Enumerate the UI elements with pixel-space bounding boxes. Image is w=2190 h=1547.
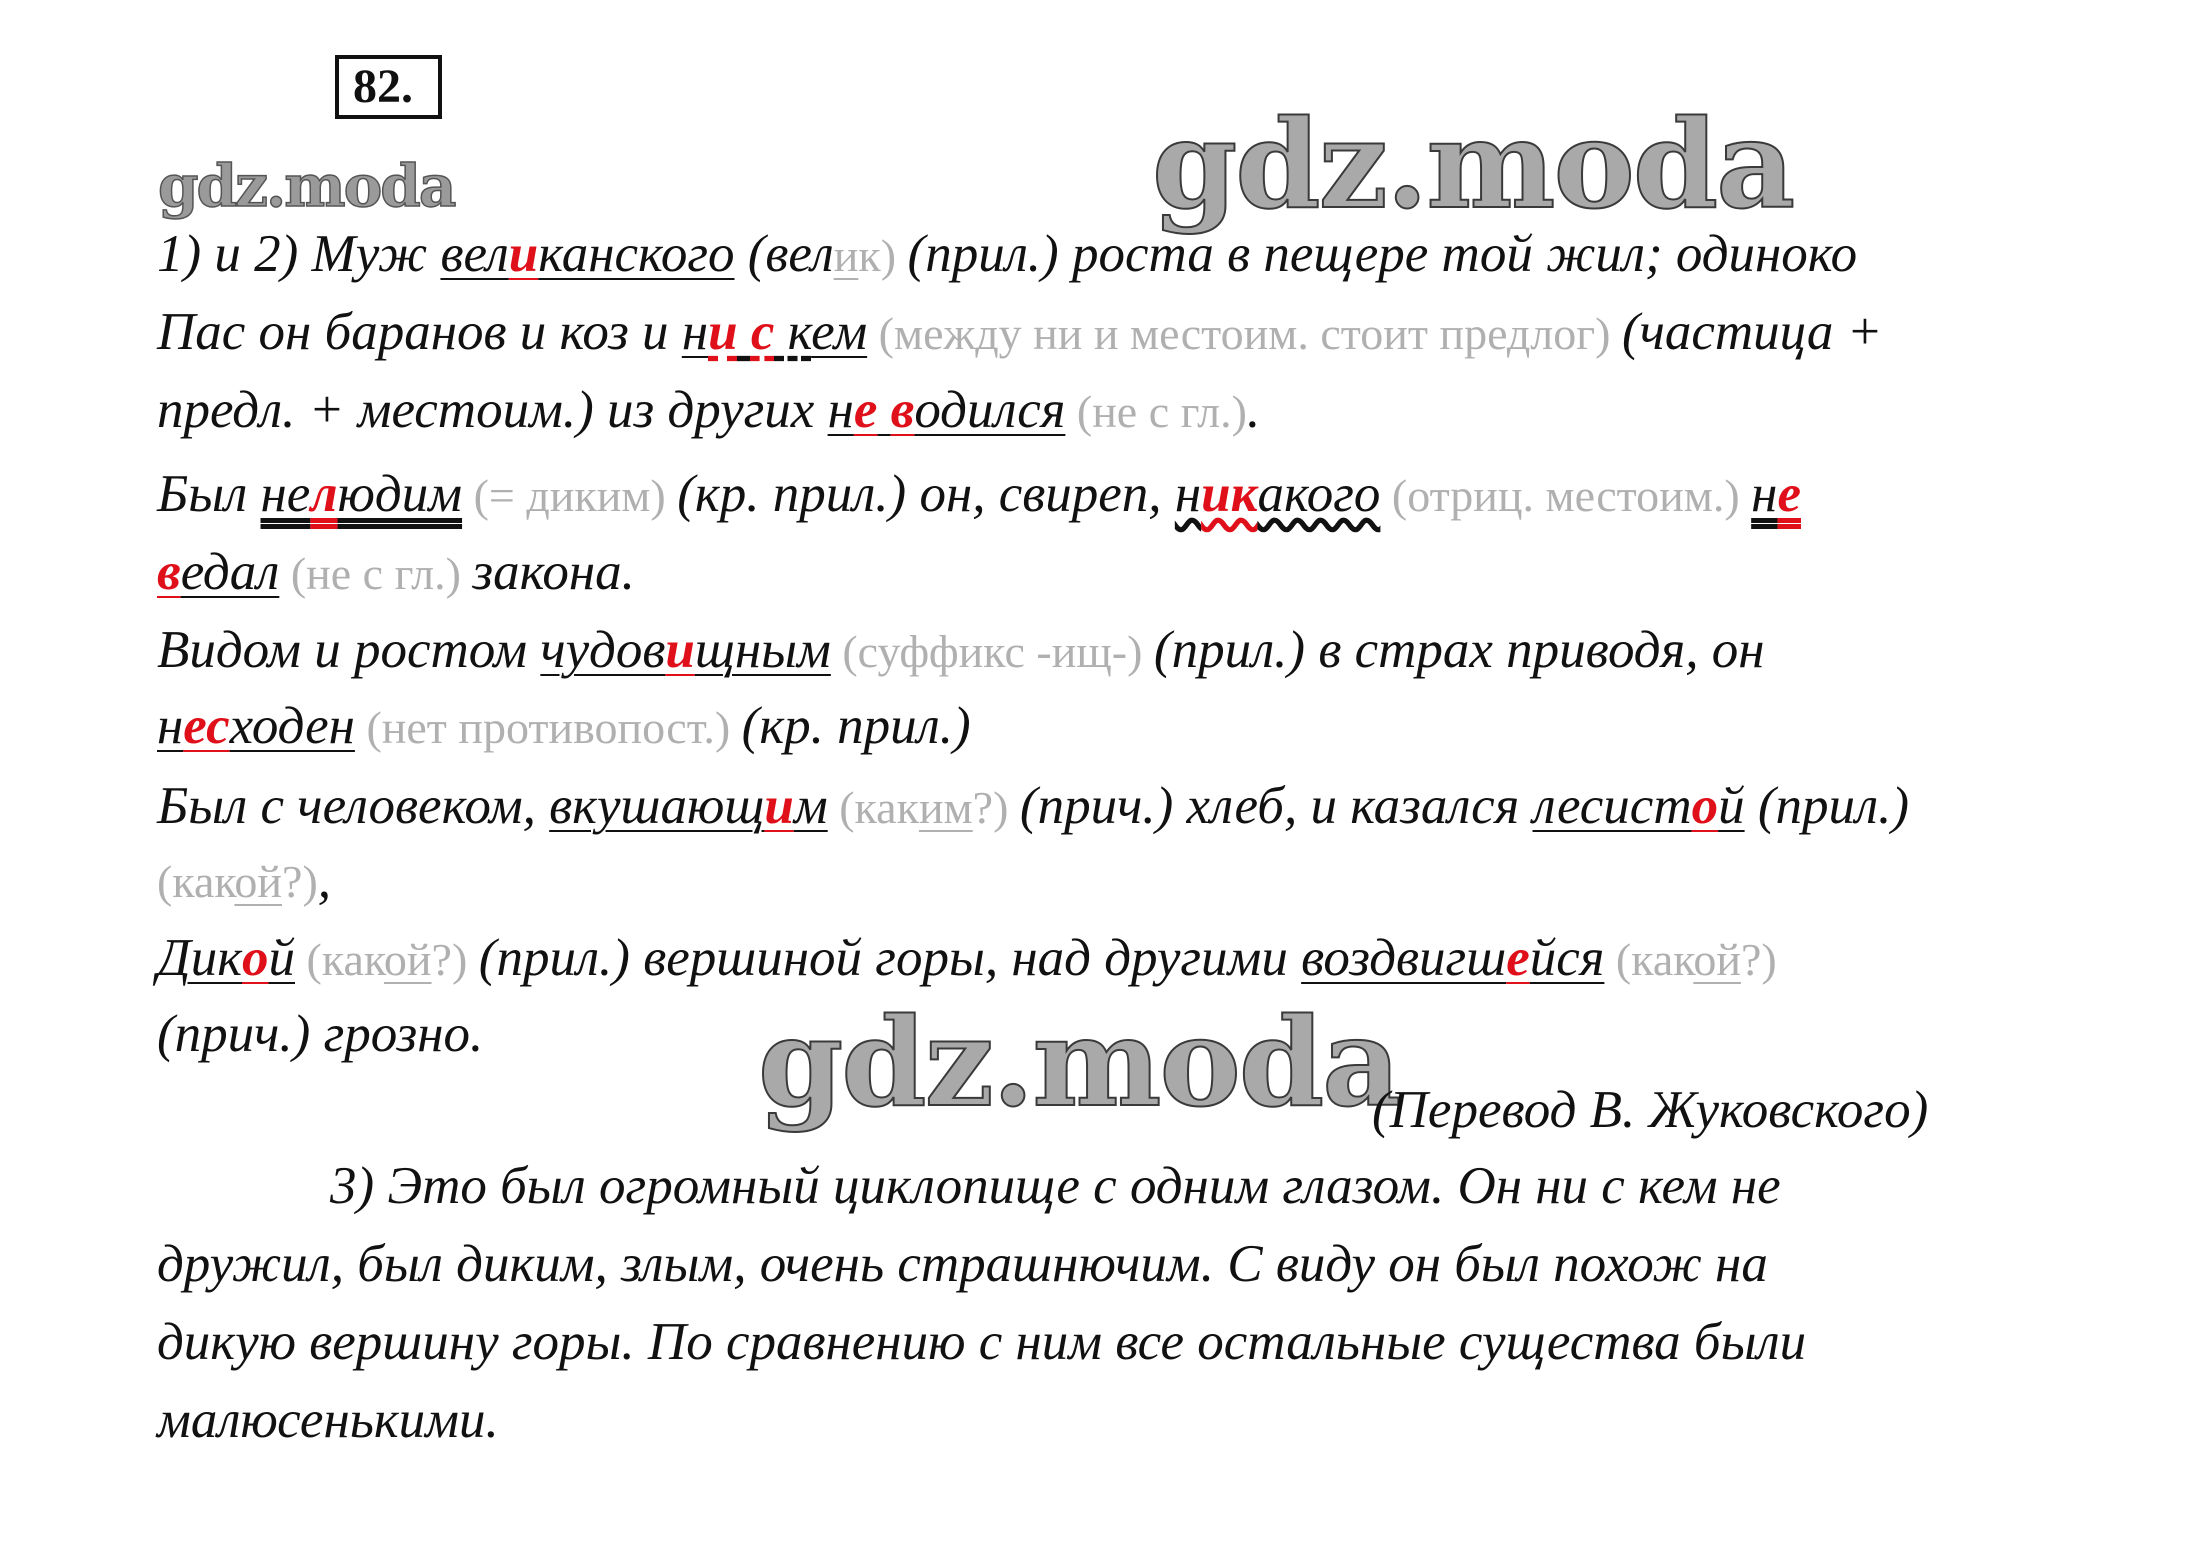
text-segment: Пас он баранов и коз и	[157, 303, 682, 361]
text-segment: н	[1174, 465, 1202, 523]
text-line	[157, 618, 1765, 684]
text-segment: (кр. прил.) он, свиреп,	[677, 465, 1175, 523]
watermark-logo-small: gdz.moda	[158, 152, 455, 220]
text-segment: е	[853, 381, 878, 439]
text-segment: в	[890, 381, 915, 439]
text-segment: к	[774, 303, 812, 361]
grey-annotation: (как	[295, 934, 384, 985]
text-segment: и	[764, 777, 794, 835]
text-line	[157, 540, 635, 606]
text-segment: (прил.) в страх приводя, он	[1153, 621, 1765, 679]
text-segment: ем	[811, 303, 868, 361]
text-segment: не	[260, 465, 311, 523]
text-line	[157, 694, 971, 760]
grey-annotation: (отриц. местоим.)	[1380, 470, 1752, 521]
grey-annotation: ?)	[1740, 934, 1777, 985]
grey-annotation: ?)	[282, 856, 318, 907]
text-segment: (частица +	[1621, 303, 1883, 361]
text-segment: ес	[183, 697, 230, 755]
grey-annotation: к)	[858, 230, 908, 281]
text-segment: едал	[180, 543, 280, 601]
text-segment: закона.	[472, 543, 635, 601]
text-segment: й	[1718, 777, 1745, 835]
text-segment: и	[708, 303, 738, 361]
text-segment: щным	[694, 621, 831, 679]
exercise-number: 82.	[335, 55, 442, 119]
watermark-logo-bottom: gdz.moda	[758, 990, 1400, 1134]
text-segment: е	[1777, 465, 1801, 523]
text-segment: и	[508, 225, 539, 283]
text-segment: (прил.) вершиной горы, над другими	[478, 929, 1302, 987]
text-line	[157, 774, 1909, 840]
text-line	[157, 300, 1882, 366]
text-segment: е	[1506, 929, 1530, 987]
text-segment	[738, 303, 751, 361]
text-segment	[877, 381, 890, 439]
grey-annotation: (как	[157, 856, 235, 907]
grey-annotation: ?)	[972, 782, 1020, 833]
text-segment: (прил.)	[1744, 777, 1910, 835]
text-segment: (вел	[734, 225, 834, 283]
grey-annotation: (= диким)	[462, 470, 678, 521]
text-segment: воздвигш	[1301, 929, 1507, 987]
text-segment: н	[827, 381, 854, 439]
text-segment: вел	[440, 225, 509, 283]
watermark-logo-top: gdz.moda	[1152, 92, 1794, 236]
text-line	[157, 462, 1801, 528]
text-segment: ик	[1201, 465, 1258, 523]
text-line	[157, 1002, 483, 1066]
text-segment: .	[1246, 381, 1261, 439]
text-segment: (прил.) роста в пещере той жил; одиноко	[907, 225, 1858, 283]
text-segment: Был с человеком,	[157, 777, 550, 835]
text-segment: в	[157, 543, 181, 601]
text-segment: с	[750, 303, 775, 361]
text-segment: м	[793, 777, 828, 835]
grey-annotation: (не с гл.)	[1065, 386, 1247, 437]
paragraph-3-line: малюсенькими.	[157, 1391, 499, 1449]
text-segment: юдим	[337, 465, 463, 523]
grey-annotation: (как	[827, 782, 919, 833]
text-segment: ходен	[229, 697, 355, 755]
grey-annotation: (нет противопост.)	[354, 702, 742, 753]
grey-annotation: им	[918, 782, 973, 833]
grey-annotation: ?)	[431, 934, 479, 985]
text-segment: канского	[538, 225, 735, 283]
paragraph-3-line: 3) Это был огромный циклопище с одним глазом. Он ни с кем не	[330, 1157, 1781, 1215]
text-segment: лесист	[1532, 777, 1692, 835]
grey-annotation: ой	[1693, 934, 1741, 985]
text-segment: Видом и ростом	[157, 621, 541, 679]
grey-annotation: ой	[234, 856, 283, 907]
translation-credit: (Перевод В. Жуковского)	[1372, 1081, 1929, 1139]
grey-annotation: и	[833, 230, 859, 281]
text-line	[157, 378, 1260, 444]
text-segment: Дик	[157, 929, 243, 987]
text-segment: Был	[157, 465, 261, 523]
text-segment: о	[1691, 777, 1719, 835]
text-segment: й	[268, 929, 296, 987]
text-segment: н	[157, 697, 184, 755]
text-segment: 1) и 2) Муж	[157, 225, 441, 283]
text-segment: о	[242, 929, 269, 987]
grey-annotation: (суффикс -ищ-)	[830, 626, 1154, 677]
text-line	[157, 848, 331, 914]
text-segment: (прич.) хлеб, и казался	[1019, 777, 1533, 835]
paragraph-3-line: дружил, был диким, злым, очень страшнючим. С виду он был похож на	[157, 1235, 1768, 1293]
text-segment: ,	[317, 851, 332, 909]
text-segment: н	[1751, 465, 1778, 523]
text-segment: и	[665, 621, 695, 679]
text-segment: предл. + местоим.) из других	[157, 381, 828, 439]
text-segment: (кр. прил.)	[741, 697, 971, 755]
text-line	[157, 222, 1857, 288]
text-segment: л	[310, 465, 338, 523]
text-segment: акого	[1257, 465, 1381, 523]
paragraph-3-line: дикую вершину горы. По сравнению с ним все остальные существа были	[157, 1313, 1807, 1371]
text-line	[157, 926, 1777, 992]
text-segment: одился	[914, 381, 1066, 439]
text-segment: (прич.) грозно.	[157, 1005, 484, 1063]
grey-annotation: (как	[1604, 934, 1694, 985]
text-segment: н	[681, 303, 709, 361]
text-segment: йся	[1529, 929, 1605, 987]
grey-annotation: (между ни и местоим. стоит предлог)	[867, 308, 1622, 359]
text-segment: вкушающ	[549, 777, 765, 835]
text-segment: чудов	[540, 621, 666, 679]
grey-annotation: ой	[383, 934, 432, 985]
grey-annotation: (не с гл.)	[279, 548, 473, 599]
